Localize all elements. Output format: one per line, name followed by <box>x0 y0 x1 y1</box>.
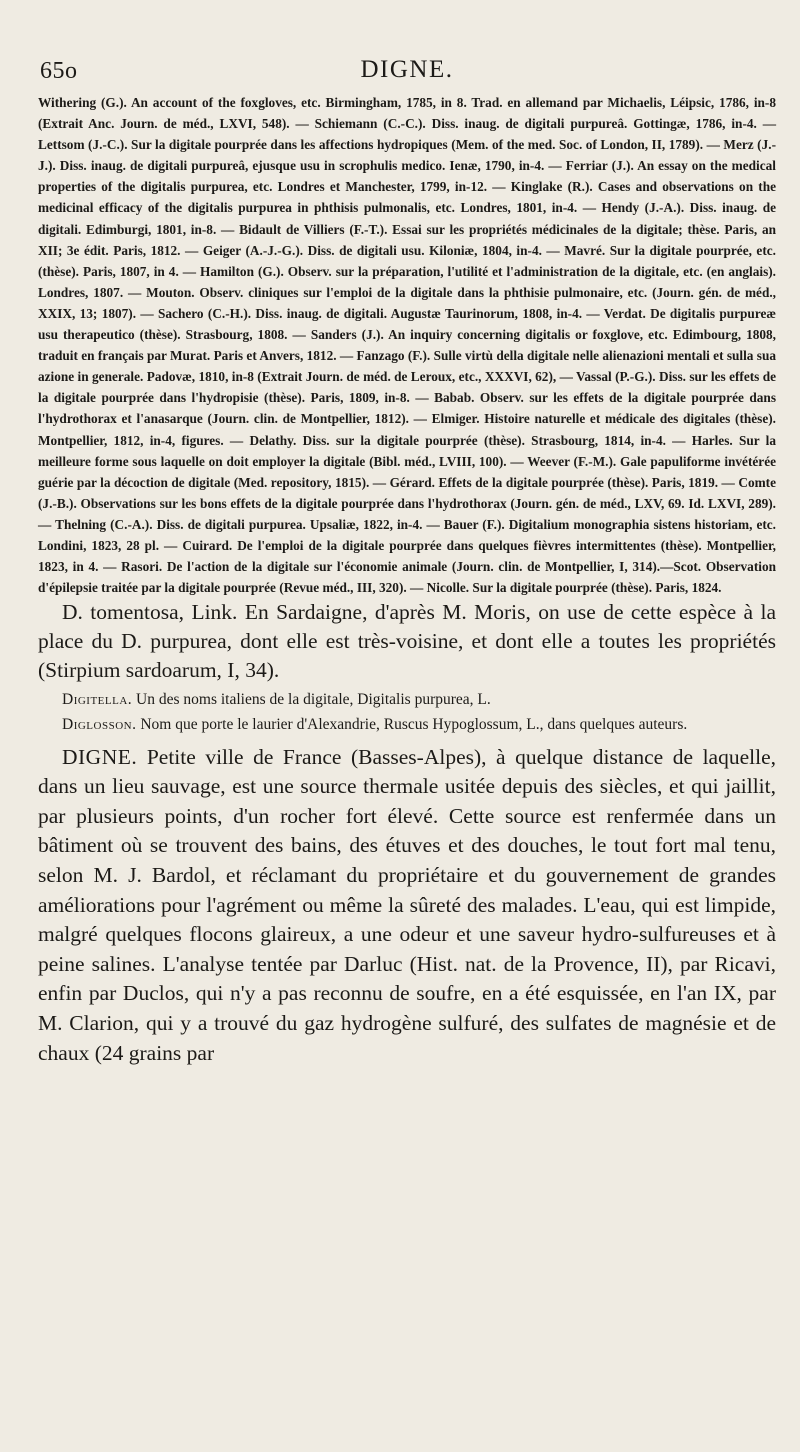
entry-text-diglosson: Nom que porte le laurier d'Alexandrie, Ruscus Hypoglossum, L., dans quelques auteurs. <box>140 715 688 733</box>
page-header <box>38 52 776 92</box>
page-number: 65o <box>40 58 78 84</box>
tomentosa-paragraph: D. tomentosa, Link. En Sardaigne, d'après M. Moris, on use de cette espèce à la place du D. purpurea, dont elle est très-voisine, et dont elle a toutes les propriétés (Stirpium sardoarum, I, 34). <box>38 600 776 682</box>
bibliography-paragraph: Withering (G.). An account of the foxgloves, etc. Birmingham, 1785, in 8. Trad. en allemand par Michaelis, Léipsic, 1786, in-8 (Extrait Anc. Journ. de méd., LXVI, 548). — Schiemann (C.-C.). Diss. inaug. de digitali purpureâ. Gottingæ, 1786, in-4. — Lettsom (J.-C.). Sur la digitale pourprée dans les affections hydropiques (Mem. of the med. Soc. of London, II, 1789). — Merz (J.-J.). Diss. inaug. de digitali purpureâ, ejusque usu in scrophulis medico. Ienæ, 1790, in-4. — Ferriar (J.). An essay on the medical properties of the digitalis purpurea, etc. Londres et Manchester, 1799, in-12. — Kinglake (R.). Cases and observations on the medicinal efficacy of the digitalis purpurea in phthisis pulmonalis, etc. Londres, 1801, in-4. — Hendy (J.-A.). Diss. inaug. de digitali. Edimburgi, 1801, in-8. — Bidault de Villiers (F.-T.). Essai sur les propriétés médicinales de la digitale; thèse. Paris, an XII; 3e édit. Paris, 1812. — Geiger (A.-J.-G.). Diss. de digitali usu. Kiloniæ, 1804, in-4. — Mavré. Sur la digitale pourprée, etc. (thèse). Paris, 1807, in 4. — Hamilton (G.). Observ. sur la préparation, l'utilité et l'administration de la digitale, etc. (en anglais). Londres, 1807. — Mouton. Observ. cliniques sur l'emploi de la digitale dans la phthisie pulmonaire, etc. (Journ. gén. de méd., XXIX, 13; 1807). — Sachero (C.-H.). Diss. inaug. de digitali. Augustæ Taurinorum, 1808, in-4. — Verdat. De digitalis purpureæ usu therapeutico (thèse). Strasbourg, 1808. — Sanders (J.). An inquiry concerning digitalis or foxglove, etc. Edimbourg, 1808, traduit en français par Murat. Paris et Anvers, 1812. — Fanzago (F.). Sulle virtù della digitale nelle alienazioni mentali et sulla sua azione in generale. Padovæ, 1810, in-8 (Extrait Journ. de méd. de Leroux, etc., XXXVI, 62), — Vassal (P.-G.). Diss. sur les effets de la digitale pourprée dans l'hydropisie (thèse). Paris, 1809, in-8. — Babab. Observ. sur les effets de la digitale pourprée dans l'hydrothorax et l'anasarque (Journ. clin. de Montpellier, 1812). — Elmiger. Histoire naturelle et médicale des digitales (thèse). Montpellier, 1812, in-4, figures. — Delathy. Diss. sur la digitale pourprée (thèse). Strasbourg, 1814, in-4. — Harles. Sur la meilleure forme sous laquelle on doit employer la digitale (Bibl. méd., LVIII, 100). — Weever (F.-M.). Gale papuliforme invétérée guérie par la décoction de digitale (Med. repository, 1815). — Gérard. Effets de la digitale pourprée (thèse). Paris, 1819. — Comte (J.-B.). Observations sur les bons effets de la digitale pourprée dans l'hydrothorax (Journ. gén. de méd., LXV, 69. Id. LXVI, 289). — Thelning (C.-A.). Diss. de digitali purpurea. Upsaliæ, 1822, in-4. — Bauer (F.). Digitalium monographia sistens historiam, etc. Londini, 1823, 28 pl. — Cuirard. De l'emploi de la digitale pourprée dans quelques fièvres intermittentes (thèse). Montpellier, 1823, in 4. — Rasori. De l'action de la digitale sur l'économie animale (Journ. clin. de Montpellier, I, 314).—Scot. Observation d'épilepsie traitée par la digitale pourprée (Revue méd., III, 320). — Nicolle. Sur la digitale pourprée (thèse). Paris, 1824. <box>38 95 776 596</box>
entry-text-digitella: Un des noms italiens de la digitale, Digitalis purpurea, L. <box>136 690 491 708</box>
entry-diglosson <box>38 714 776 735</box>
running-head: DIGNE. <box>360 56 454 83</box>
entry-text-digne: Petite ville de France (Basses-Alpes), à quelque distance de laquelle, dans un lieu sauvage, est une source thermale usitée depuis des siècles, et qui jaillit, par plusieurs points, d'un rocher fort élevé. Cette source est renfermée dans un bâtiment où se trouvent des bains, des étuves et des douches, le tout fort mal tenu, selon M. J. Bardol, et réclamant du propriétaire et du gouvernement de grandes améliorations pour l'agrément ou même la sûreté des malades. L'eau, qui est limpide, malgré quelques flocons glaireux, a une odeur et une saveur hydro-sulfureuses et à peine salines. L'analyse tentée par Darluc (Hist. nat. de la Provence, II), par Ricavi, enfin par Duclos, qui n'y a pas reconnu de soufre, en a été esquissée, en l'an IX, par M. Clarion, qui y a trouvé du gaz hydrogène sulfuré, des sulfates de magnésie et de chaux (24 grains par <box>38 744 777 1065</box>
entry-digitella <box>38 689 776 710</box>
entry-head-digne: DIGNE. <box>62 744 138 769</box>
entry-head-digitella: Digitella. <box>62 690 133 708</box>
entry-head-diglosson: Diglosson. <box>62 715 137 733</box>
entry-digne <box>38 743 776 1069</box>
